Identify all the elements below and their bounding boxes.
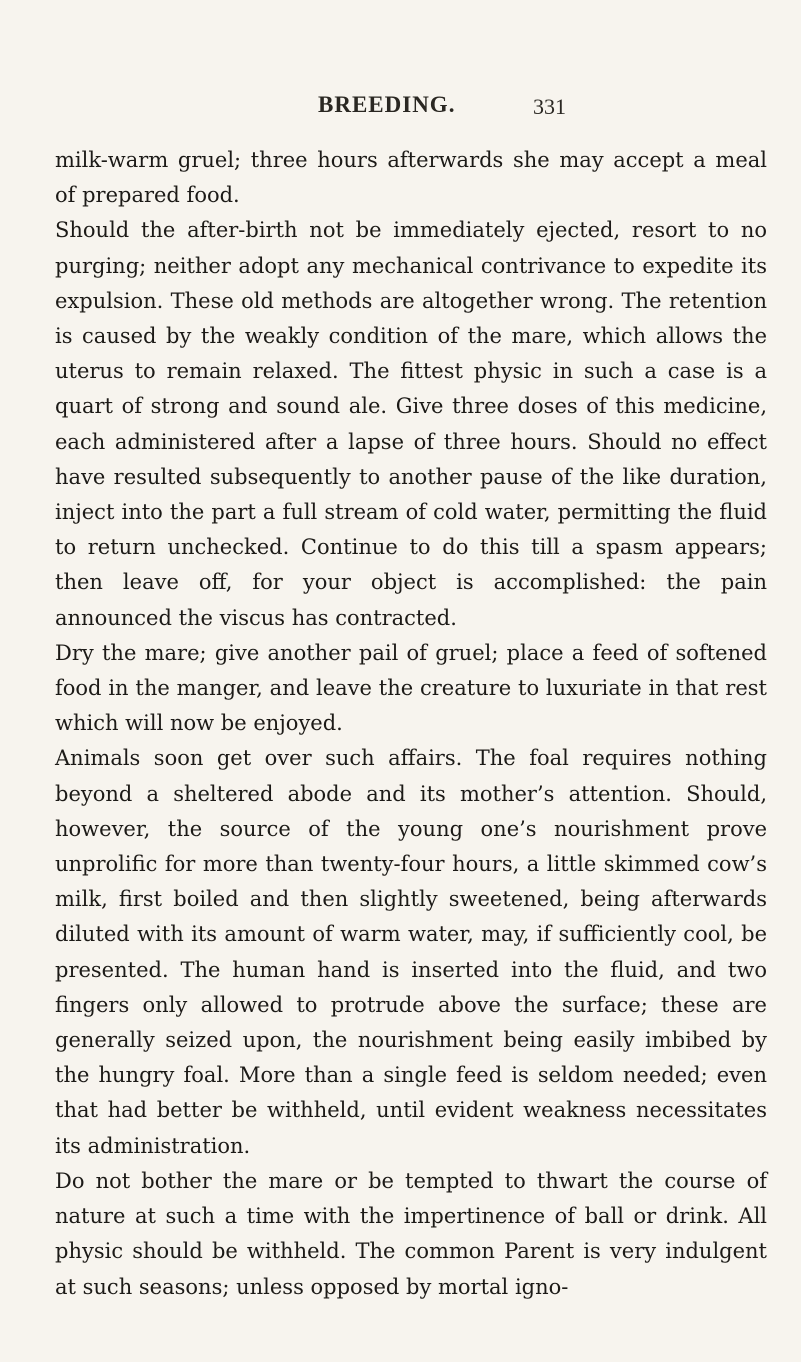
body-text: [55, 143, 767, 1305]
paragraph: milk-warm gruel; three hours afterwards she may accept a meal of prepared food.: [55, 148, 767, 208]
page-number: 331: [533, 94, 566, 119]
paragraph: Animals soon get over such affairs. The foal requires nothing beyond a sheltered abode and its mother’s attention. Should, however, the source of the young one’s nourishment prove unprolific for more than twenty-four hours, a little skimmed cow’s milk, first boiled and then slightly sweetened, being afterwards diluted with its amount of warm water, may, if sufficiently cool, be presented. The human hand is inserted into the fluid, and two fingers only allowed to protrude above the surface; these are generally seized upon, the nourishment being easily imbibed by the hungry foal. More than a single feed is seldom needed; even that had better be withheld, until evident weakness necessitates its administration.: [55, 746, 767, 1158]
running-title: BREEDING.: [318, 92, 456, 117]
paragraph: Should the after-birth not be immediately ejected, resort to no purging; neither adopt any mechanical contrivance to expedite its expulsion. These old methods are altogether wrong. The retention is caused by the weakly condition of the mare, which allows the uterus to remain relaxed. The fittest physic in such a case is a quart of strong and sound ale. Give three doses of this medicine, each administered after a lapse of three hours. Should no effect have resulted subsequently to another pause of the like duration, inject into the part a full stream of cold water, permitting the fluid to return unchecked. Continue to do this till a spasm appears; then leave off, for your object is accomplished: the pain announced the viscus has contracted.: [55, 218, 767, 630]
running-head: [0, 92, 801, 132]
paragraph: Dry the mare; give another pail of gruel; place a feed of softened food in the manger, and leave the creature to luxuriate in that rest which will now be enjoyed.: [55, 640, 767, 736]
paragraph: Do not bother the mare or be tempted to thwart the course of nature at such a time with the impertinence of ball or drink. All physic should be withheld. The common Parent is very indulgent at such seasons; unless opposed by mortal igno-: [55, 1168, 767, 1299]
